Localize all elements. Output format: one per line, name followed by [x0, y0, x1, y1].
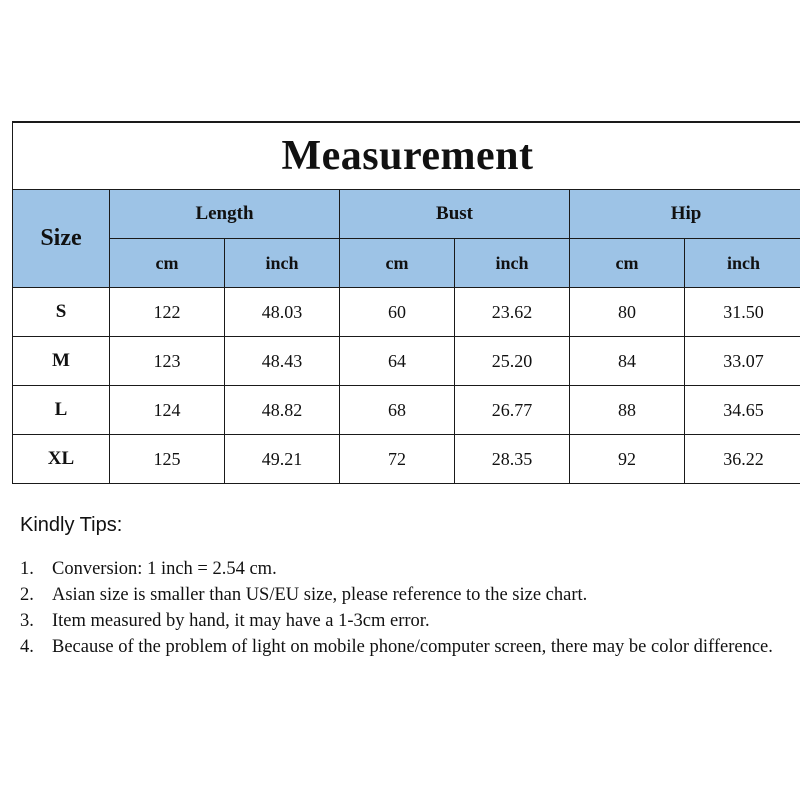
bust-inch-cell: 28.35 [455, 435, 570, 484]
bust-cm-header: cm [340, 239, 455, 288]
size-cell: S [13, 288, 110, 337]
table-title: Measurement [13, 122, 800, 190]
size-cell: L [13, 386, 110, 435]
tip-text: Because of the problem of light on mobile phone/computer screen, there may be color difference. [52, 637, 773, 657]
table-row [13, 386, 800, 435]
bust-group-header: Bust [340, 190, 570, 239]
bust-inch-cell: 25.20 [455, 337, 570, 386]
tip-text: Item measured by hand, it may have a 1-3cm error. [52, 611, 430, 631]
tip-number: 3. [20, 611, 34, 631]
length-inch-cell: 48.43 [225, 337, 340, 386]
hip-inch-header: inch [685, 239, 800, 288]
length-cm-cell: 123 [110, 337, 225, 386]
list-item [20, 634, 790, 660]
length-inch-cell: 48.82 [225, 386, 340, 435]
length-cm-header: cm [110, 239, 225, 288]
bust-cm-cell: 64 [340, 337, 455, 386]
list-item [20, 582, 790, 608]
hip-inch-cell: 33.07 [685, 337, 800, 386]
hip-cm-cell: 80 [570, 288, 685, 337]
tip-text: Asian size is smaller than US/EU size, please reference to the size chart. [52, 585, 588, 605]
hip-cm-cell: 92 [570, 435, 685, 484]
size-table [12, 121, 800, 484]
list-item [20, 556, 790, 582]
bust-inch-cell: 26.77 [455, 386, 570, 435]
hip-cm-header: cm [570, 239, 685, 288]
tip-text: Conversion: 1 inch = 2.54 cm. [52, 559, 277, 579]
length-cm-cell: 124 [110, 386, 225, 435]
length-cm-cell: 125 [110, 435, 225, 484]
size-cell: M [13, 337, 110, 386]
tip-number: 4. [20, 637, 34, 657]
length-group-header: Length [110, 190, 340, 239]
table-row [13, 288, 800, 337]
hip-group-header: Hip [570, 190, 800, 239]
size-column-header: Size [13, 190, 110, 288]
length-inch-header: inch [225, 239, 340, 288]
length-cm-cell: 122 [110, 288, 225, 337]
tips-title: Kindly Tips: [20, 514, 123, 536]
tip-number: 2. [20, 585, 34, 605]
measurement-chart [12, 121, 800, 484]
bust-cm-cell: 60 [340, 288, 455, 337]
bust-inch-header: inch [455, 239, 570, 288]
hip-cm-cell: 88 [570, 386, 685, 435]
size-cell: XL [13, 435, 110, 484]
list-item [20, 608, 790, 634]
bust-cm-cell: 72 [340, 435, 455, 484]
length-inch-cell: 49.21 [225, 435, 340, 484]
tips-list [20, 556, 790, 660]
kindly-tips [20, 512, 790, 660]
table-row [13, 337, 800, 386]
length-inch-cell: 48.03 [225, 288, 340, 337]
hip-inch-cell: 31.50 [685, 288, 800, 337]
tip-number: 1. [20, 559, 34, 579]
hip-inch-cell: 34.65 [685, 386, 800, 435]
hip-cm-cell: 84 [570, 337, 685, 386]
table-row [13, 435, 800, 484]
bust-inch-cell: 23.62 [455, 288, 570, 337]
bust-cm-cell: 68 [340, 386, 455, 435]
hip-inch-cell: 36.22 [685, 435, 800, 484]
